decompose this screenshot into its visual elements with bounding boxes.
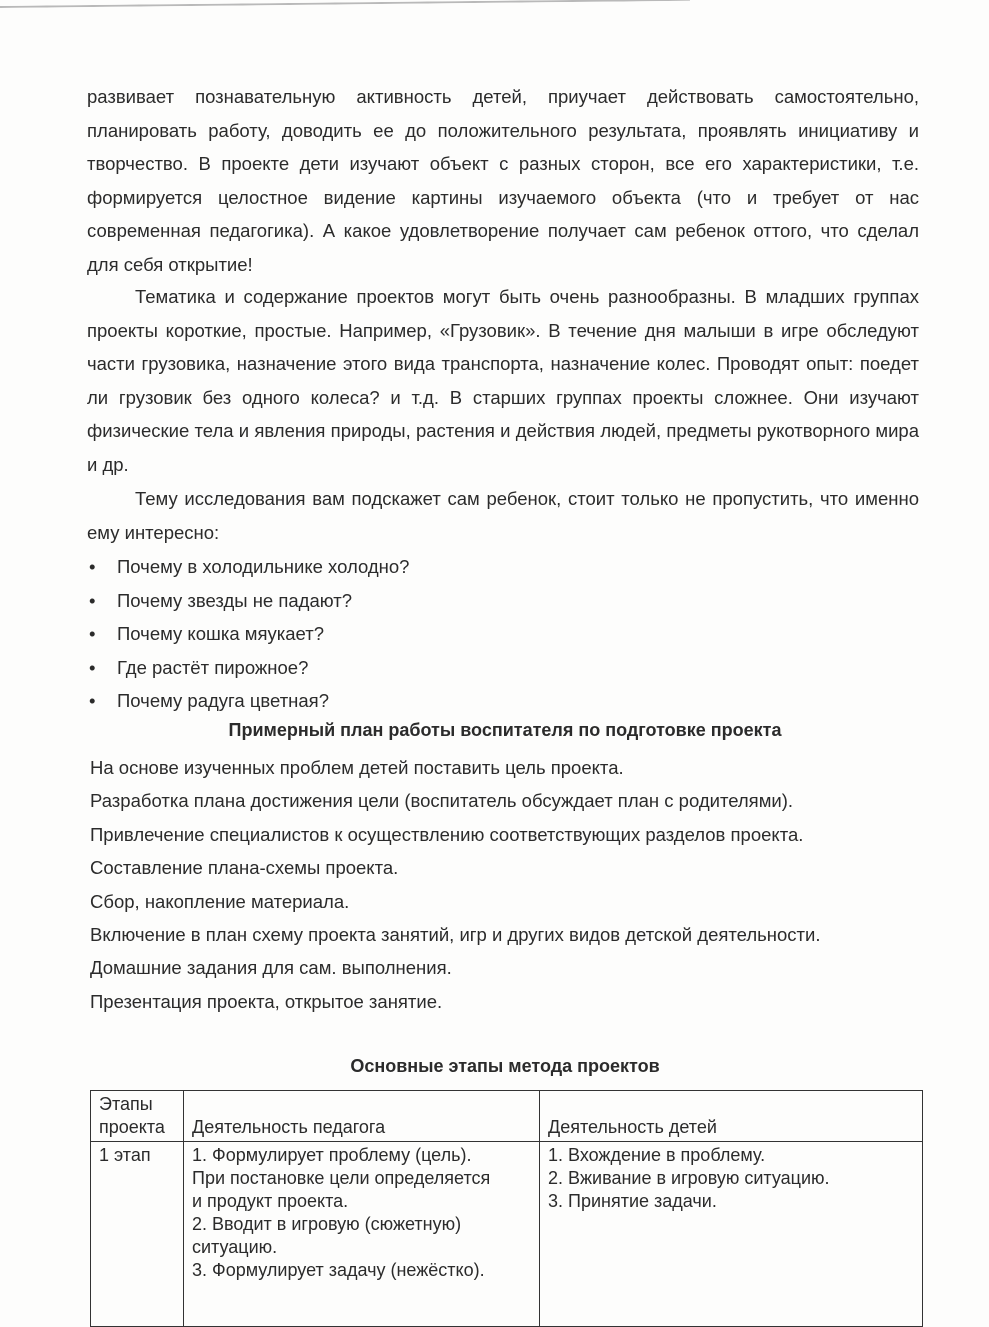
list-item	[87, 550, 409, 584]
teacher-line: При постановке цели определяется	[192, 1168, 491, 1188]
bullet-icon: •	[89, 690, 96, 712]
plan-item: Привлечение специалистов к осуществлению соответствующих разделов проекта.	[90, 823, 804, 845]
plan-item: Презентация проекта, открытое занятие.	[90, 990, 443, 1012]
bullet-icon: •	[89, 623, 96, 645]
teacher-line: 3. Формулирует задачу (нежёстко).	[192, 1260, 485, 1280]
paragraph-project-topics: Тематика и содержание проектов могут быть очень разнообразны. В младших группах проекты короткие, простые. Например, «Грузовик». В течение дня малыши в игре обследуют части грузовика, назначение этого вида транспорта, назначение колес. Проводят опыт: поедет ли грузовик без одного колеса? и т.д. В старших группах проекты сложнее. Они изучают физические тела и явления природы, растения и действия людей, предметы рукотворного мира и др.	[87, 286, 919, 475]
plan-item: На основе изученных проблем детей поставить цель проекта.	[90, 757, 624, 778]
table-row	[91, 1142, 923, 1327]
paragraph-research-theme: Тему исследования вам подскажет сам ребенок, стоит только не пропустить, что именно ему интересно:	[87, 488, 919, 543]
table-header-row	[91, 1091, 923, 1142]
teacher-activity-cell	[184, 1142, 540, 1327]
list-item	[87, 651, 409, 685]
bullet-icon: •	[89, 656, 96, 678]
plan-item: Сбор, накопление материала.	[90, 890, 350, 912]
header-stage-line1: Этапы	[99, 1094, 153, 1114]
header-teacher-activity: Деятельность педагога	[184, 1091, 540, 1142]
header-stage-line2: проекта	[99, 1117, 165, 1137]
children-activity-cell	[540, 1142, 923, 1327]
list-item	[87, 584, 409, 618]
list-item	[87, 684, 409, 718]
plan-item: Разработка плана достижения цели (воспитатель обсуждает план с родителями).	[90, 790, 794, 812]
teacher-line: 2. Вводит в игровую (сюжетную)	[192, 1214, 462, 1234]
stage-cell: 1 этап	[91, 1142, 184, 1327]
children-line: 2. Вживание в игровую ситуацию.	[548, 1168, 830, 1188]
bullet-icon: •	[89, 589, 96, 611]
header-stage	[91, 1091, 184, 1142]
paragraph-project-benefits: развивает познавательную активность детей, приучает действовать самостоятельно, планировать работу, доводить ее до положительного результата, проявлять инициативу и творчество. В проекте дети изучают объект с разных сторон, все его характеристики, т.е. формируется целостное видение картины изучаемого объекта (что и требует от нас современная педагогика). А какое удовлетворение получает сам ребенок оттого, что сделал для себя открытие!	[87, 86, 919, 275]
teacher-line: 1. Формулирует проблему (цель).	[192, 1145, 472, 1165]
plan-list	[90, 751, 820, 1018]
plan-item: Домашние задания для сам. выполнения.	[90, 957, 452, 979]
children-line: 1. Вхождение в проблему.	[548, 1145, 766, 1165]
bullet-icon: •	[89, 556, 96, 577]
plan-item: Включение в план схему проекта занятий, игр и других видов детской деятельности.	[90, 923, 821, 945]
header-children-activity: Деятельность детей	[540, 1091, 923, 1142]
question-text: Почему звезды не падают?	[117, 589, 352, 611]
children-line: 3. Принятие задачи.	[548, 1191, 717, 1211]
list-item	[87, 617, 409, 651]
table-heading: Основные этапы метода проектов	[350, 1056, 660, 1076]
question-text: Почему кошка мяукает?	[117, 623, 324, 645]
question-text: Где растёт пирожное?	[117, 656, 309, 678]
project-stages-table	[90, 1090, 923, 1327]
question-list	[87, 550, 409, 718]
plan-heading: Примерный план работы воспитателя по подготовке проекта	[228, 720, 782, 740]
question-text: Почему в холодильнике холодно?	[117, 556, 410, 577]
plan-item: Составление плана-схемы проекта.	[90, 857, 399, 879]
question-text: Почему радуга цветная?	[117, 690, 329, 712]
teacher-line: ситуацию.	[192, 1237, 278, 1257]
teacher-line: и продукт проекта.	[192, 1191, 349, 1211]
